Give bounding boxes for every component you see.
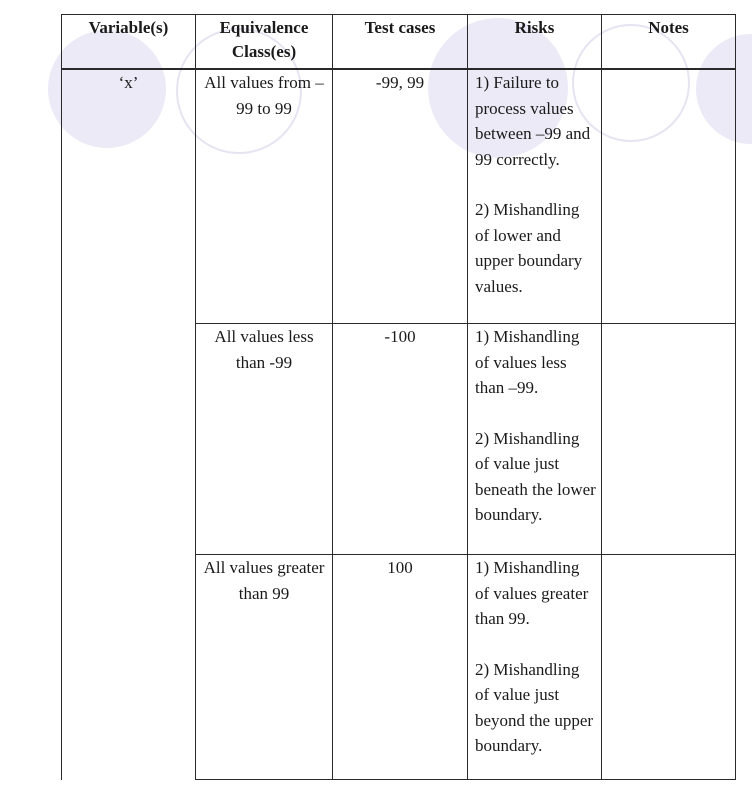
risk-item: 2) Mishandling of value just beyond the upper boundary. bbox=[475, 659, 594, 755]
header-variables: Variable(s) bbox=[62, 15, 196, 70]
risk-item: 1) Mishandling of values greater than 99. bbox=[475, 558, 589, 628]
notes-cell bbox=[602, 555, 736, 780]
header-risks: Risks bbox=[468, 15, 602, 70]
equivalence-class-table bbox=[61, 14, 736, 780]
equivalence-class-cell: All values less than -99 bbox=[196, 324, 333, 555]
table-row bbox=[62, 324, 736, 555]
header-test-cases: Test cases bbox=[333, 15, 468, 70]
notes-cell bbox=[602, 69, 736, 324]
header-equivalence-classes: Equivalence Class(es) bbox=[196, 15, 333, 70]
risk-item: 2) Mishandling of value just beneath the lower boundary. bbox=[475, 428, 596, 524]
risks-cell bbox=[468, 555, 602, 780]
table-row bbox=[62, 69, 736, 324]
variable-cell: ‘x’ bbox=[62, 69, 196, 324]
variable-cell-empty bbox=[62, 324, 196, 555]
risks-cell bbox=[468, 324, 602, 555]
notes-cell bbox=[602, 324, 736, 555]
test-cases-cell: 100 bbox=[333, 555, 468, 780]
table-row bbox=[62, 555, 736, 780]
header-row bbox=[62, 15, 736, 70]
equivalence-class-cell: All values greater than 99 bbox=[196, 555, 333, 780]
test-cases-cell: -99, 99 bbox=[333, 69, 468, 324]
variable-cell-empty bbox=[62, 555, 196, 780]
risk-item: 1) Mishandling of values less than –99. bbox=[475, 327, 580, 397]
equivalence-class-cell: All values from –99 to 99 bbox=[196, 69, 333, 324]
header-notes: Notes bbox=[602, 15, 736, 70]
test-cases-cell: -100 bbox=[333, 324, 468, 555]
risk-item: 2) Mishandling of lower and upper boundary values. bbox=[475, 200, 583, 296]
risk-item: 1) Failure to process values between –99 and 99 correctly. bbox=[475, 73, 591, 169]
risks-cell bbox=[468, 69, 602, 324]
